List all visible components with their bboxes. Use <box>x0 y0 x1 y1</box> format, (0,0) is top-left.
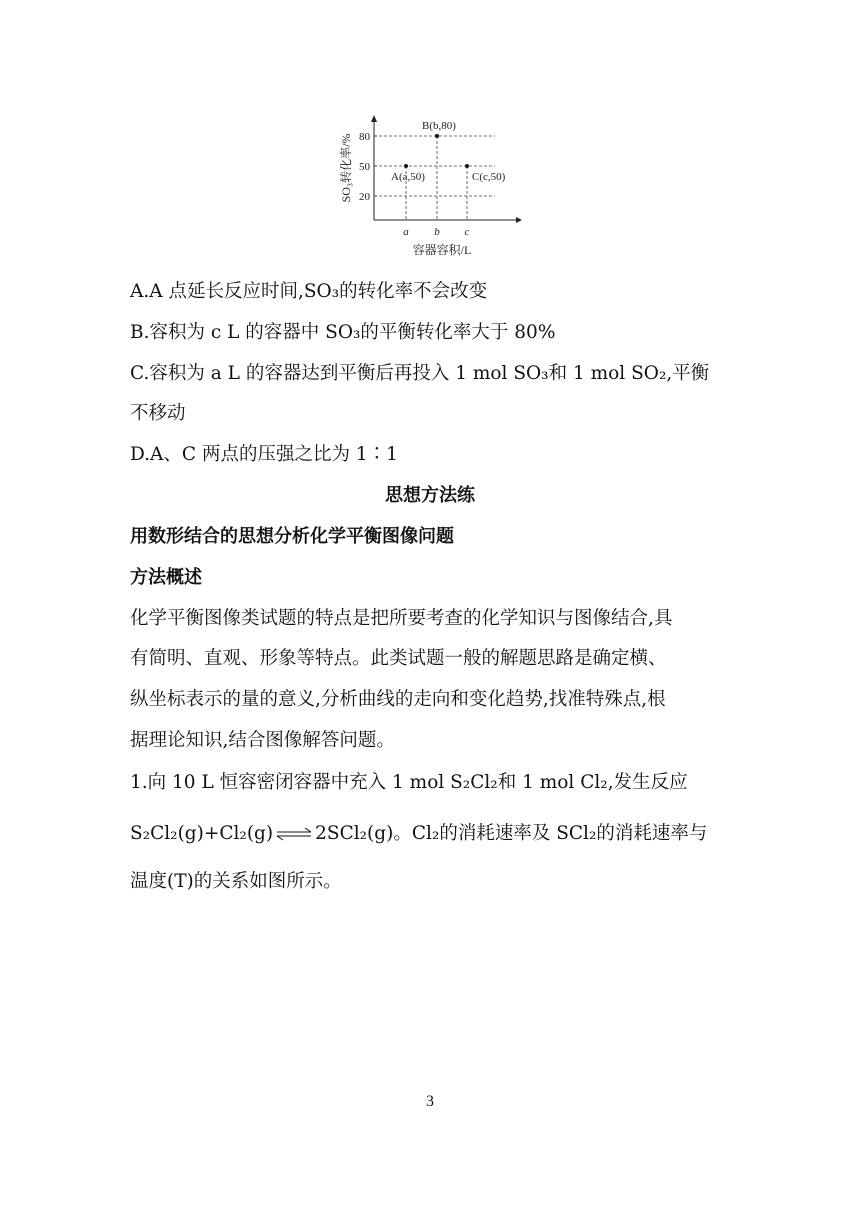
y-tick-label: 80 <box>359 131 370 143</box>
x-tick-label: a <box>403 226 409 238</box>
y-tick-label: 50 <box>359 161 370 173</box>
overview-line-3: 纵坐标表示的量的意义,分析曲线的走向和变化趋势,找准特殊点,根 <box>130 689 666 710</box>
conversion-figure <box>332 114 528 264</box>
y-axis-arrow <box>371 115 377 122</box>
method-title: 用数形结合的思想分析化学平衡图像问题 <box>130 526 454 547</box>
x-axis-arrow <box>516 217 522 223</box>
point-label-a: A(a,50) <box>391 171 425 183</box>
point-label-c: C(c,50) <box>472 171 506 183</box>
equation-right: 2SCl₂(g)。Cl₂的消耗速率及 SCl₂的消耗速率与 <box>315 823 708 844</box>
y-axis-label: SO₃转化率/% <box>339 133 353 203</box>
page-number: 3 <box>426 1093 434 1110</box>
section-title: 思想方法练 <box>385 485 475 506</box>
x-tick-label: b <box>434 226 440 238</box>
x-tick-label: c <box>464 226 470 238</box>
y-tick-label: 20 <box>359 191 370 203</box>
overview-line-1: 化学平衡图像类试题的特点是把所要考查的化学知识与图像结合,具 <box>130 608 673 629</box>
overview-line-2: 有简明、直观、形象等特点。此类试题一般的解题思路是确定横、 <box>130 648 667 669</box>
option-c-line2: 不移动 <box>130 403 186 424</box>
equilibrium-arrow-icon <box>276 827 312 841</box>
question1-equation <box>130 822 707 846</box>
point-a <box>404 164 408 168</box>
point-label-b: B(b,80) <box>422 120 456 132</box>
option-c-line1: C.容积为 a L 的容器达到平衡后再投入 1 mol SO₃和 1 mol SO₂,平衡 <box>130 363 710 384</box>
conversion-chart <box>332 114 528 264</box>
question1-line1: 1.向 10 L 恒容密闭容器中充入 1 mol S₂Cl₂和 1 mol Cl₂,发生反应 <box>130 772 688 793</box>
point-b <box>435 134 439 138</box>
overview-line-4: 据理论知识,结合图像解答问题。 <box>130 730 395 751</box>
option-a: A.A 点延长反应时间,SO₃的转化率不会改变 <box>130 281 488 302</box>
equation-left: S₂Cl₂(g)+Cl₂(g) <box>130 823 274 844</box>
option-d: D.A、C 两点的压强之比为 1∶1 <box>130 444 398 465</box>
x-axis-label: 容器容积/L <box>412 243 472 257</box>
point-c <box>465 164 469 168</box>
overview-heading: 方法概述 <box>130 567 202 588</box>
question1-line3: 温度(T)的关系如图所示。 <box>130 871 342 892</box>
option-b: B.容积为 c L 的容器中 SO₃的平衡转化率大于 80% <box>130 322 556 343</box>
